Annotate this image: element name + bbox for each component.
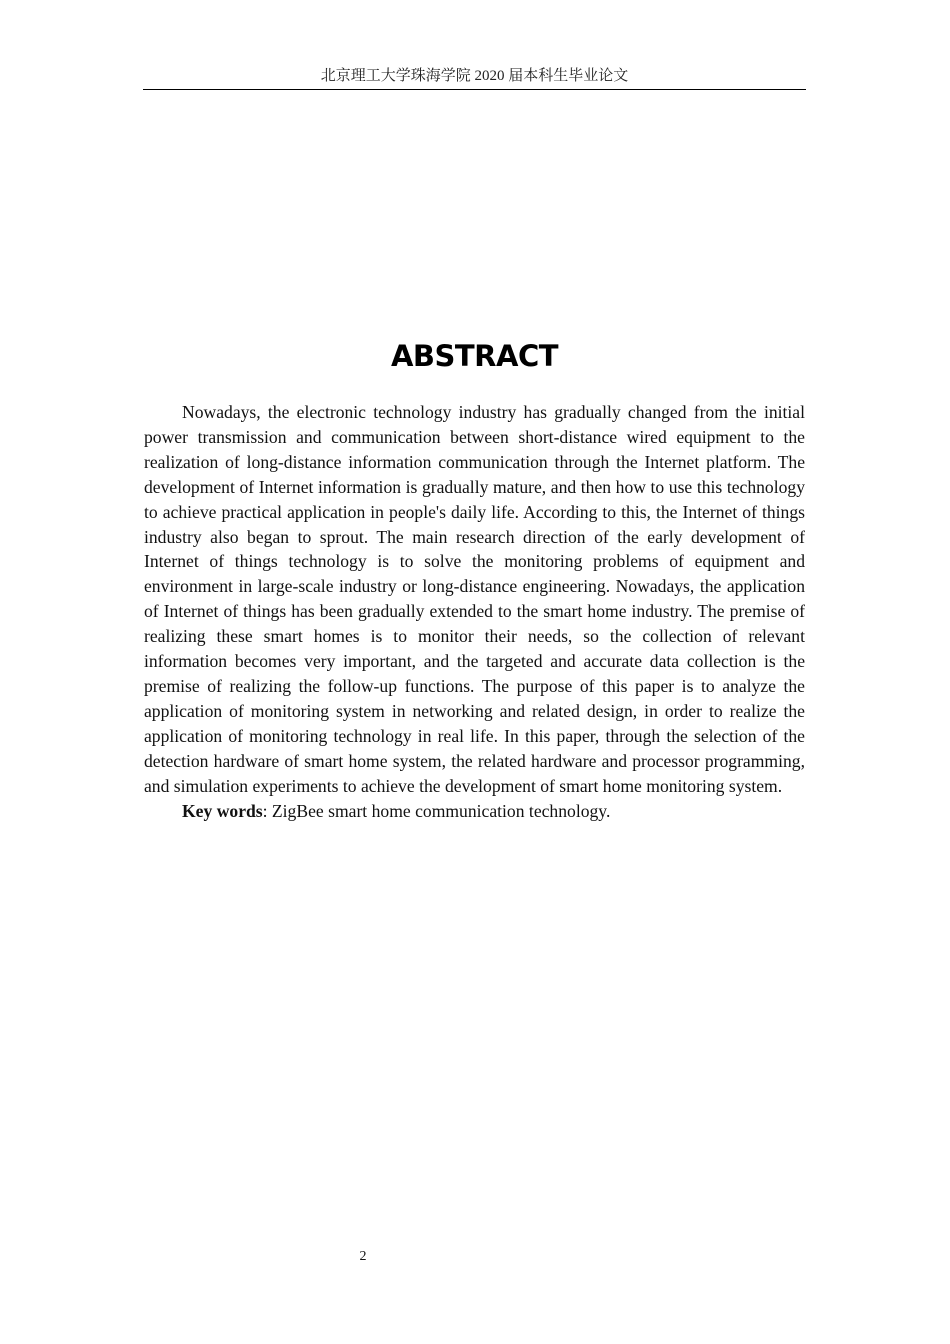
abstract-body [144, 400, 805, 823]
keywords-label: Key words [182, 800, 263, 821]
page-header [143, 66, 806, 90]
page-number: 2 [359, 1249, 367, 1264]
keywords-line [144, 799, 805, 824]
abstract-paragraph: Nowadays, the electronic technology industry has gradually changed from the initial power transmission and communication between short-distance wired equipment to the realization of long-distance information communication through the Internet platform. The development of Internet information is gradually mature, and then how to use this technology to achieve practical application in people's daily life. According to this, the Internet of things industry also began to sprout. The main research direction of the early development of Internet of things technology is to solve the monitoring problems of equipment and environment in large-scale industry or long-distance engineering. Nowadays, the application of Internet of things has been gradually extended to the smart home industry. The premise of realizing these smart homes is to monitor their needs, so the collection of relevant information becomes very important, and the targeted and accurate data collection is the premise of realizing the follow-up functions. The purpose of this paper is to analyze the application of monitoring system in networking and related design, in order to realize the application of monitoring technology in real life. In this paper, through the selection of the detection hardware of smart home system, the related hardware and processor programming, and simulation experiments to achieve the development of smart home monitoring system. [144, 402, 805, 796]
abstract-title: ABSTRACT [390, 339, 559, 373]
header-text: 北京理工大学珠海学院 2020 届本科生毕业论文 [320, 68, 629, 84]
keywords-value: : ZigBee smart home communication technology. [262, 800, 611, 821]
